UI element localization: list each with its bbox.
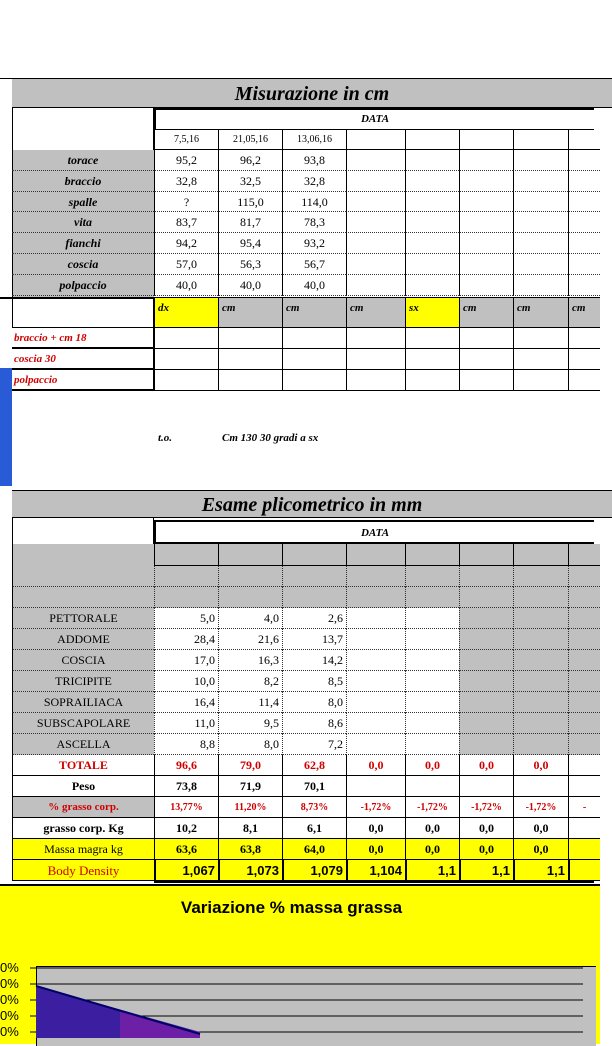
measure-value-cell: 95,4 [218, 233, 282, 254]
measure-value-cell [459, 171, 513, 192]
side-row-label: coscia 30 [12, 349, 154, 370]
plico-row-label: ASCELLA [12, 734, 154, 755]
plico-label-gray [12, 544, 154, 566]
plico-summary-cell: 0,0 [346, 839, 405, 860]
measure-value-cell [346, 233, 405, 254]
side-header-cell: sx [405, 298, 459, 328]
plico-value-cell [513, 608, 568, 629]
plico-summary-cell: 71,9 [218, 776, 282, 797]
plico-summary-cell: 0,0 [513, 839, 568, 860]
plico-date-cell [282, 544, 346, 566]
plico-summary-cell [513, 776, 568, 797]
side-value-cell [282, 328, 346, 349]
side-value-cell [218, 370, 282, 391]
plico-summary-cell [568, 818, 600, 839]
plico-empty-cell [154, 566, 218, 587]
plico-summary-cell: 0,0 [346, 818, 405, 839]
measure-value-cell: 32,8 [282, 171, 346, 192]
plico-summary-label: TOTALE [12, 755, 154, 776]
plico-date-header: DATA [154, 520, 594, 544]
plico-value-cell [459, 650, 513, 671]
plico-summary-cell: -1,72% [405, 797, 459, 818]
plico-empty-cell [282, 566, 346, 587]
side-value-cell [282, 349, 346, 370]
plico-empty-cell [513, 587, 568, 608]
plico-summary-cell: - [568, 797, 600, 818]
plico-summary-label: % grasso corp. [12, 797, 154, 818]
measure-value-cell: ? [154, 192, 218, 213]
measure-row-label: spalle [12, 192, 154, 213]
chart-svg [0, 960, 583, 1038]
chart-title: Variazione % massa grassa [180, 898, 403, 917]
measure-value-cell [405, 150, 459, 171]
plico-value-cell [346, 608, 405, 629]
plico-summary-cell: 1,1 [405, 860, 459, 881]
plico-row-label: TRICIPITE [12, 671, 154, 692]
plico-summary-cell: 1,104 [346, 860, 405, 881]
plico-value-cell: 8,0 [282, 692, 346, 713]
plico-summary-cell: 0,0 [459, 839, 513, 860]
measure-row-label: braccio [12, 171, 154, 192]
plico-summary-cell: 63,6 [154, 839, 218, 860]
measure-value-cell [568, 254, 600, 275]
plico-value-cell: 21,6 [218, 629, 282, 650]
plico-value-cell: 10,0 [154, 671, 218, 692]
plico-summary-cell: 1,073 [218, 860, 282, 881]
measure-value-cell: 114,0 [282, 192, 346, 213]
plico-date-cell [405, 544, 459, 566]
plico-value-cell [346, 671, 405, 692]
measure-value-cell [346, 192, 405, 213]
plico-summary-cell: 70,1 [282, 776, 346, 797]
plico-value-cell: 8,6 [282, 713, 346, 734]
measure-value-cell [568, 233, 600, 254]
measure-title: Misurazione in cm [12, 78, 612, 108]
measure-value-cell [405, 275, 459, 296]
plico-title: Esame plicometrico in mm [12, 490, 612, 518]
plico-empty-cell [459, 587, 513, 608]
plico-summary-cell: 64,0 [282, 839, 346, 860]
measure-date-header: DATA [154, 108, 594, 130]
side-header-cell: cm [513, 298, 568, 328]
side-value-cell [154, 349, 218, 370]
measure-value-cell [513, 150, 568, 171]
plico-value-cell: 16,4 [154, 692, 218, 713]
plico-value-cell [405, 608, 459, 629]
blue-side-bar [0, 368, 12, 486]
plico-summary-cell [459, 776, 513, 797]
side-header-cell: cm [218, 298, 282, 328]
chart-ytick-label: 0% [0, 960, 19, 975]
measure-value-cell: 93,2 [282, 233, 346, 254]
side-row-label: polpaccio [12, 370, 154, 391]
side-row-label: braccio + cm 18 [12, 328, 154, 349]
plico-value-cell: 8,0 [218, 734, 282, 755]
plico-value-cell [459, 608, 513, 629]
side-value-cell [218, 349, 282, 370]
plico-value-cell [513, 734, 568, 755]
plico-summary-cell: 1,067 [154, 860, 218, 881]
measure-row-label: coscia [12, 254, 154, 275]
chart-ytick-label: 0% [0, 1024, 19, 1039]
measure-value-cell: 57,0 [154, 254, 218, 275]
chart-ytick-label: 0% [0, 992, 19, 1007]
plico-summary-cell [405, 776, 459, 797]
plico-summary-cell: -1,72% [346, 797, 405, 818]
measure-value-cell [459, 275, 513, 296]
plico-date-cell [459, 544, 513, 566]
plico-value-cell [459, 692, 513, 713]
plico-empty-cell [346, 587, 405, 608]
measure-value-cell [513, 212, 568, 233]
plico-summary-cell: -1,72% [513, 797, 568, 818]
plico-summary-label: grasso corp. Kg [12, 818, 154, 839]
plico-summary-cell: 0,0 [405, 755, 459, 776]
measure-value-cell [459, 150, 513, 171]
measure-value-cell [513, 192, 568, 213]
plico-row-label: SOPRAILIACA [12, 692, 154, 713]
plico-value-cell: 7,2 [282, 734, 346, 755]
plico-value-cell: 9,5 [218, 713, 282, 734]
side-value-cell [513, 370, 568, 391]
plico-summary-cell: 96,6 [154, 755, 218, 776]
plico-summary-label: Body Density [12, 860, 154, 881]
plico-summary-cell: 6,1 [282, 818, 346, 839]
plico-summary-cell [568, 776, 600, 797]
plico-value-cell: 13,7 [282, 629, 346, 650]
plico-value-cell: 16,3 [218, 650, 282, 671]
plico-value-cell: 4,0 [218, 608, 282, 629]
side-value-cell [513, 328, 568, 349]
side-value-cell [568, 349, 600, 370]
plico-value-cell [568, 671, 600, 692]
plico-summary-cell: 0,0 [513, 818, 568, 839]
measure-value-cell [568, 275, 600, 296]
side-value-cell [282, 370, 346, 391]
note-label: t.o. [158, 432, 173, 444]
plico-value-cell [568, 608, 600, 629]
plico-value-cell [346, 692, 405, 713]
side-value-cell [154, 370, 218, 391]
chart-ytick-label: 0% [0, 976, 19, 991]
left-border-plico [0, 488, 12, 884]
plico-summary-label: Massa magra kg [12, 839, 154, 860]
measure-value-cell [405, 233, 459, 254]
measure-value-cell [459, 254, 513, 275]
plico-value-cell [568, 629, 600, 650]
plico-summary-cell: -1,72% [459, 797, 513, 818]
chart-ytick-label: 0% [0, 1008, 19, 1023]
note-text: Cm 130 30 gradi a sx [222, 432, 319, 444]
side-header-cell: cm [568, 298, 600, 328]
side-value-cell [405, 349, 459, 370]
measure-date-cell [346, 130, 405, 150]
plico-date-cell [154, 544, 218, 566]
plico-value-cell [568, 734, 600, 755]
measure-value-cell [513, 171, 568, 192]
plico-row-label: ADDOME [12, 629, 154, 650]
plico-summary-cell: 0,0 [405, 818, 459, 839]
measure-date-cell [405, 130, 459, 150]
measure-value-cell [459, 192, 513, 213]
side-value-cell [568, 328, 600, 349]
plico-summary-label: Peso [12, 776, 154, 797]
plico-value-cell: 8,8 [154, 734, 218, 755]
plico-value-cell [405, 671, 459, 692]
measure-date-cell: 7,5,16 [154, 130, 218, 150]
plico-value-cell [405, 692, 459, 713]
measure-value-cell: 94,2 [154, 233, 218, 254]
measure-value-cell: 96,2 [218, 150, 282, 171]
plico-summary-cell: 62,8 [282, 755, 346, 776]
plico-value-cell [405, 713, 459, 734]
measure-label-block [12, 108, 154, 150]
plico-summary-cell: 73,8 [154, 776, 218, 797]
plico-value-cell [405, 650, 459, 671]
side-header-cell: cm [282, 298, 346, 328]
measure-value-cell [459, 212, 513, 233]
plico-value-cell [513, 713, 568, 734]
plico-empty-label [12, 587, 154, 608]
plico-summary-cell: 0,0 [405, 839, 459, 860]
plico-value-cell [459, 713, 513, 734]
side-value-cell [513, 349, 568, 370]
plico-date-cell [346, 544, 405, 566]
measure-value-cell [346, 150, 405, 171]
side-header-cell: cm [459, 298, 513, 328]
side-value-cell [405, 370, 459, 391]
plico-value-cell [568, 692, 600, 713]
measure-value-cell [346, 171, 405, 192]
side-value-cell [568, 370, 600, 391]
measure-value-cell: 40,0 [282, 275, 346, 296]
plico-date-cell [568, 544, 600, 566]
plico-empty-cell [154, 587, 218, 608]
plico-empty-cell [218, 587, 282, 608]
side-value-cell [346, 349, 405, 370]
plico-summary-cell: 10,2 [154, 818, 218, 839]
plico-row-label: SUBSCAPOLARE [12, 713, 154, 734]
side-value-cell [346, 370, 405, 391]
plico-value-cell: 14,2 [282, 650, 346, 671]
measure-value-cell [405, 212, 459, 233]
plico-summary-cell: 1,1 [459, 860, 513, 881]
side-value-cell [346, 328, 405, 349]
plico-summary-cell: 8,73% [282, 797, 346, 818]
measure-value-cell [405, 192, 459, 213]
measure-value-cell [346, 212, 405, 233]
measure-date-cell [513, 130, 568, 150]
measure-value-cell: 95,2 [154, 150, 218, 171]
plico-value-cell [459, 671, 513, 692]
plico-date-cell [218, 544, 282, 566]
plico-row-label: PETTORALE [12, 608, 154, 629]
measure-value-cell [405, 254, 459, 275]
measure-row-label: polpaccio [12, 275, 154, 296]
plico-value-cell [346, 734, 405, 755]
plico-empty-cell [405, 566, 459, 587]
plico-value-cell: 8,5 [282, 671, 346, 692]
measure-date-cell: 21,05,16 [218, 130, 282, 150]
plico-value-cell: 17,0 [154, 650, 218, 671]
measure-row-label: vita [12, 212, 154, 233]
plico-summary-cell: 0,0 [513, 755, 568, 776]
plico-value-cell [568, 650, 600, 671]
measure-value-cell [513, 254, 568, 275]
plico-summary-cell: 8,1 [218, 818, 282, 839]
side-value-cell [459, 328, 513, 349]
measure-value-cell: 115,0 [218, 192, 282, 213]
plico-summary-cell: 79,0 [218, 755, 282, 776]
side-header-cell: dx [154, 298, 218, 328]
side-header-blank [12, 298, 154, 328]
side-value-cell [459, 370, 513, 391]
side-value-cell [459, 349, 513, 370]
measure-value-cell: 32,8 [154, 171, 218, 192]
plico-empty-cell [282, 587, 346, 608]
plico-summary-cell: 1,079 [282, 860, 346, 881]
plico-summary-cell [568, 755, 600, 776]
plico-empty-cell [513, 566, 568, 587]
measure-value-cell [568, 212, 600, 233]
side-value-cell [154, 328, 218, 349]
side-value-cell [405, 328, 459, 349]
measure-value-cell: 40,0 [218, 275, 282, 296]
measure-row-label: fianchi [12, 233, 154, 254]
plico-value-cell [568, 713, 600, 734]
plico-value-cell [513, 629, 568, 650]
plico-value-cell [513, 650, 568, 671]
measure-value-cell: 40,0 [154, 275, 218, 296]
plico-value-cell: 11,4 [218, 692, 282, 713]
plico-value-cell [459, 629, 513, 650]
plico-empty-cell [459, 566, 513, 587]
measure-value-cell [346, 254, 405, 275]
plico-empty-cell [568, 566, 600, 587]
measure-value-cell: 83,7 [154, 212, 218, 233]
plico-summary-cell [568, 839, 600, 860]
measure-value-cell: 32,5 [218, 171, 282, 192]
plico-summary-cell: 63,8 [218, 839, 282, 860]
plico-empty-cell [346, 566, 405, 587]
plico-value-cell: 28,4 [154, 629, 218, 650]
measure-value-cell: 56,3 [218, 254, 282, 275]
measure-value-cell [405, 171, 459, 192]
plico-value-cell: 8,2 [218, 671, 282, 692]
plico-value-cell [405, 629, 459, 650]
plico-value-cell [513, 671, 568, 692]
plico-summary-cell [346, 776, 405, 797]
side-value-cell [218, 328, 282, 349]
plico-value-cell [405, 734, 459, 755]
plico-summary-cell: 0,0 [459, 755, 513, 776]
plico-empty-cell [218, 566, 282, 587]
measure-value-cell [513, 233, 568, 254]
measure-value-cell [346, 275, 405, 296]
side-header-cell: cm [346, 298, 405, 328]
measure-date-cell [459, 130, 513, 150]
plico-value-cell: 11,0 [154, 713, 218, 734]
plico-bottom-rule [154, 881, 594, 883]
plico-summary-cell: 11,20% [218, 797, 282, 818]
measure-value-cell [459, 233, 513, 254]
plico-value-cell [346, 713, 405, 734]
measure-date-cell [568, 130, 600, 150]
measure-row-label: torace [12, 150, 154, 171]
plico-summary-cell: 0,0 [459, 818, 513, 839]
plico-value-cell: 2,6 [282, 608, 346, 629]
plico-summary-cell: 1,1 [513, 860, 568, 881]
plico-date-cell [513, 544, 568, 566]
plico-summary-cell [568, 860, 600, 881]
measure-value-cell [568, 150, 600, 171]
plico-row-label: COSCIA [12, 650, 154, 671]
measure-value-cell [568, 192, 600, 213]
plico-value-cell: 5,0 [154, 608, 218, 629]
measure-value-cell [568, 171, 600, 192]
plico-summary-cell: 0,0 [346, 755, 405, 776]
plico-value-cell [513, 692, 568, 713]
plico-empty-cell [568, 587, 600, 608]
measure-value-cell [513, 275, 568, 296]
plico-empty-label [12, 566, 154, 587]
measure-value-cell: 78,3 [282, 212, 346, 233]
plico-value-cell [346, 650, 405, 671]
measure-value-cell: 81,7 [218, 212, 282, 233]
plico-value-cell [346, 629, 405, 650]
measure-value-cell: 93,8 [282, 150, 346, 171]
plico-empty-cell [405, 587, 459, 608]
measure-date-cell: 13,06,16 [282, 130, 346, 150]
plico-summary-cell: 13,77% [154, 797, 218, 818]
measure-value-cell: 56,7 [282, 254, 346, 275]
plico-value-cell [459, 734, 513, 755]
